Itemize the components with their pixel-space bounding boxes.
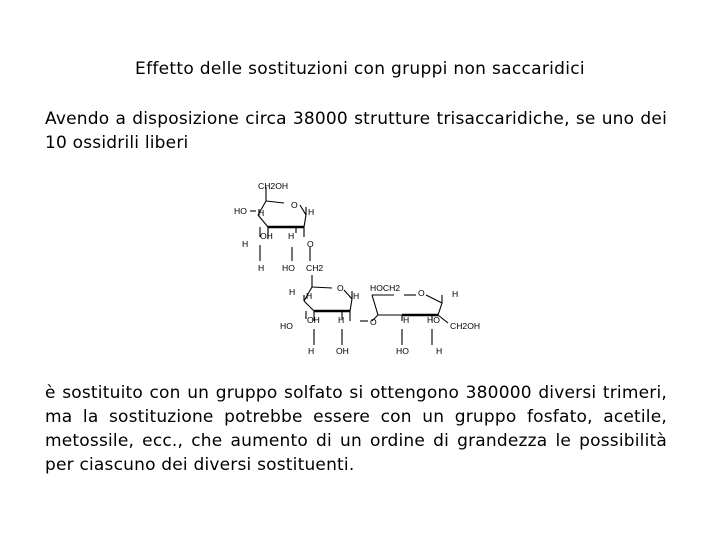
trisaccharide-structure xyxy=(222,175,502,365)
chem-label: OH xyxy=(336,346,349,356)
chem-label: H xyxy=(436,346,443,356)
chem-label: CH2OH xyxy=(450,321,481,331)
chem-label: CH2 xyxy=(306,263,324,273)
chem-label: O xyxy=(337,283,344,293)
chem-label: H xyxy=(403,315,410,325)
chem-label: OH xyxy=(307,315,320,325)
chem-label: H xyxy=(288,231,295,241)
intro-paragraph: Avendo a disposizione circa 38000 strutture trisaccaridiche, se uno dei 10 ossidrili liberi xyxy=(45,109,667,153)
chem-label: HOCH2 xyxy=(370,283,401,293)
chem-label: H xyxy=(242,239,249,249)
chem-label: H xyxy=(258,208,265,218)
chem-label: H xyxy=(338,315,345,325)
chem-label: H xyxy=(306,291,313,301)
chem-label: H xyxy=(289,287,296,297)
chem-label: HO xyxy=(427,315,440,325)
chem-label: O xyxy=(418,288,425,298)
page-title: Effetto delle sostituzioni con gruppi non saccaridici xyxy=(135,59,585,79)
chem-label: OH xyxy=(260,231,273,241)
chem-label: HO xyxy=(396,346,409,356)
chem-label: H xyxy=(258,263,265,273)
chem-label: O xyxy=(307,239,314,249)
conclusion-paragraph: è sostituito con un gruppo solfato si ottengono 380000 diversi trimeri, ma la sostituzione potrebbe essere con un gruppo fosfato, acetile, metossile, ecc., che aumento di un ordine di grandezza le possibilità per ciascuno dei diversi sostituenti. xyxy=(45,383,667,475)
chem-label: HO xyxy=(280,321,293,331)
chem-label: H xyxy=(308,346,315,356)
chem-label: CH2OH xyxy=(258,181,289,191)
chem-label: O xyxy=(291,200,298,210)
chem-label: H xyxy=(452,289,459,299)
chem-label: HO xyxy=(282,263,295,273)
chem-label: O xyxy=(370,317,377,327)
chem-label: HO xyxy=(234,206,247,216)
chem-label: H xyxy=(308,207,315,217)
chem-label: H xyxy=(353,291,360,301)
